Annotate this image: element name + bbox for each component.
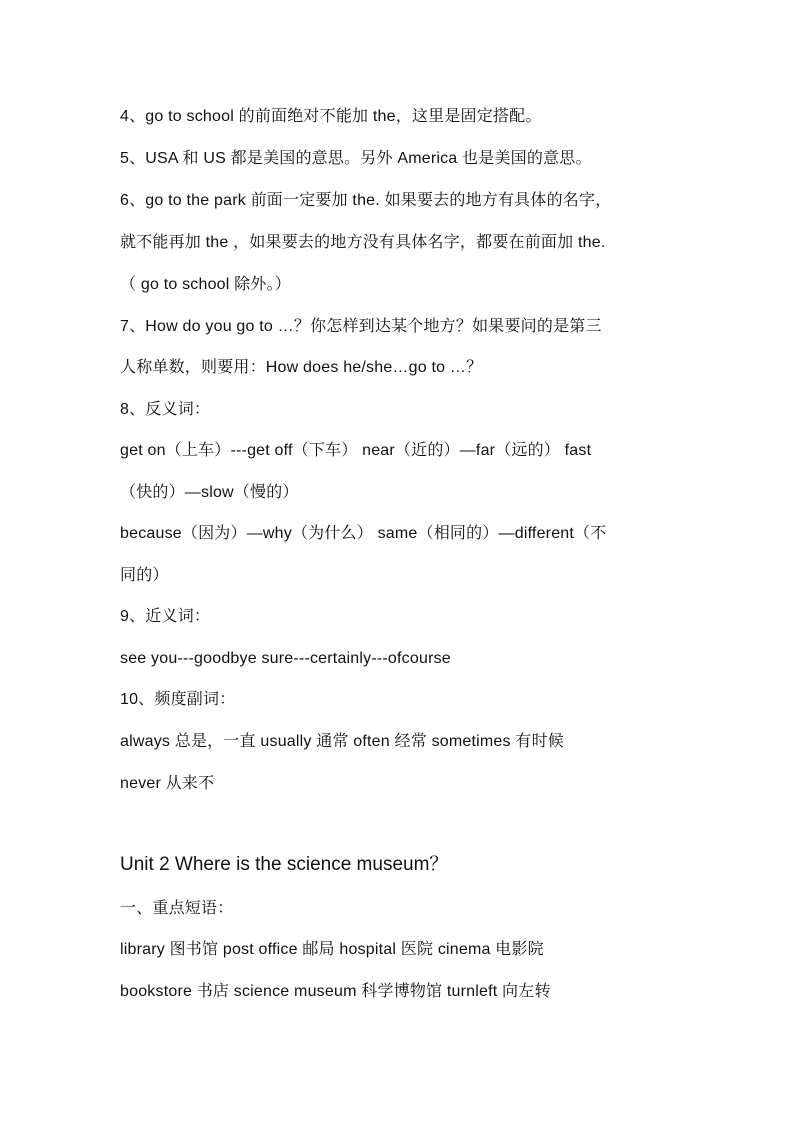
text-line-7: 7、How do you go to …？你怎样到达某个地方？如果要问的是第三 <box>120 318 602 335</box>
antonyms-line-1: get on（上车）---get off（下车） near（近的）—far（远的） fast <box>120 442 592 459</box>
antonyms-line-4: 同的） <box>120 567 169 584</box>
text-line-7-cont: 人称单数，则要用：How does he/she…go to …？ <box>120 359 483 376</box>
section-synonyms: 9、近义词： <box>120 608 211 625</box>
text-line-6: 6、go to the park 前面一定要加 the. 如果要去的地方有具体的名字， <box>120 192 612 209</box>
unit-title: Unit 2 Where is the science museum？ <box>120 854 449 875</box>
text-line-6-cont: 就不能再加 the ，如果要去的地方没有具体名字，都要在前面加 the. <box>120 234 606 251</box>
section-frequency-adverbs: 10、频度副词： <box>120 691 236 708</box>
phrases-line-2: bookstore 书店 science museum 科学博物馆 turnleft 向左转 <box>120 983 551 1000</box>
section-key-phrases: 一、重点短语： <box>120 900 234 917</box>
frequency-line-2: never 从来不 <box>120 775 215 792</box>
text-line-4: 4、go to school 的前面绝对不能加 the，这里是固定搭配。 <box>120 108 542 125</box>
phrases-line-1: library 图书馆 post office 邮局 hospital 医院 cinema 电影院 <box>120 941 544 958</box>
antonyms-line-3: because（因为）—why（为什么） same（相同的）—different（不 <box>120 525 607 542</box>
antonyms-line-2: （快的）—slow（慢的） <box>120 484 299 501</box>
section-antonyms: 8、反义词： <box>120 401 211 418</box>
text-line-6-note: （ go to school 除外。） <box>120 276 291 293</box>
text-line-5: 5、USA 和 US 都是美国的意思。另外 America 也是美国的意思。 <box>120 150 592 167</box>
frequency-line-1: always 总是，一直 usually 通常 often 经常 sometimes 有时候 <box>120 733 564 750</box>
synonyms-line: see you---goodbye sure---certainly---ofcourse <box>120 650 451 667</box>
